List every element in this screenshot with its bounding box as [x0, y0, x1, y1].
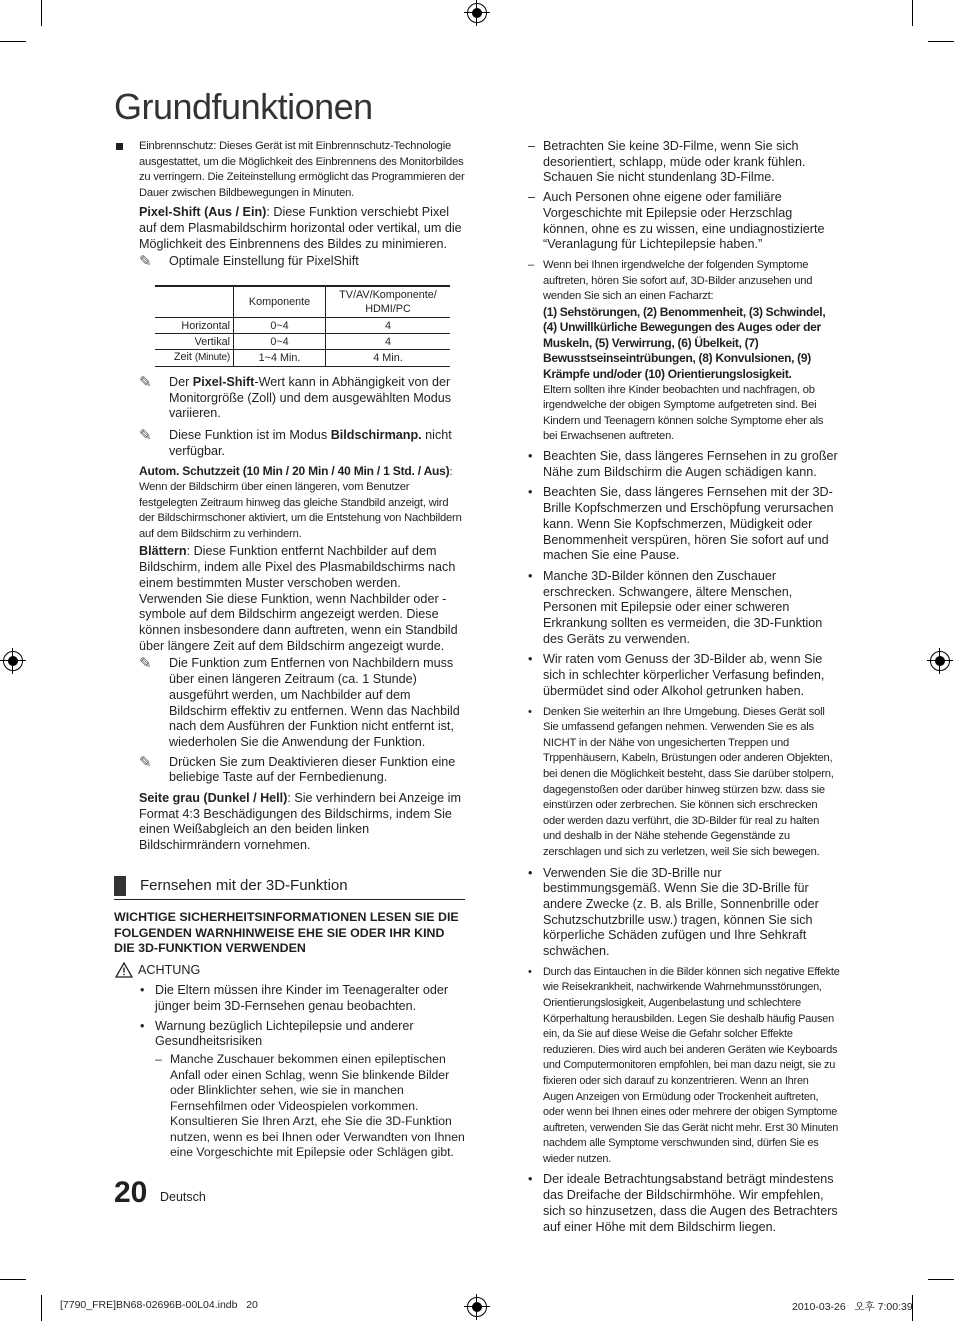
- list-item: [528, 705, 840, 861]
- autom-schutzzeit-paragraph: [139, 464, 466, 543]
- warning-triangle-icon: [115, 962, 133, 978]
- blaettern-paragraph: [139, 544, 466, 654]
- list-item-text: Denken Sie weiterhin an Ihre Umgebung. Dieses Gerät soll Sie umfassend gefangen nehmen. Verwenden Sie es als NICHT in der Nähe von ungesicherten Treppen und Trppenhäusern, Kabeln, Brüstungen oder anderen Objekten, bei denen die Möglichkeit besteht, dass Sie darüber stolpern, dagegenstoßen oder darüber hinweg stürzen bzw. dass sie einstürzen oder zerbrechen. Sie können sich erschrecken oder werden dazu verführt, die 3D-Bilder für real zu halten und deshalb in der Nähe stehende Gegenstände zu zerschlagen und sich zu verletzen, weil Sie sich bewegen.: [543, 705, 834, 858]
- note-nachbild: [139, 656, 466, 750]
- table-cell: 0~4: [234, 334, 326, 350]
- note-deaktiv: [139, 755, 466, 786]
- list-item-text: Verwenden Sie die 3D-Brille nur bestimmungsgemäß. Wenn Sie die 3D-Brille für andere Zwecke (z. B. als Brille, Sonnenbrille oder Schutzschutzbrille usw.) tragen, können Sie sich körperliche Schäden zufügen und Ihre Sehkraft schwächen.: [543, 865, 819, 959]
- crop-mark: [0, 1279, 26, 1280]
- note-pencil-icon: ✎: [139, 374, 152, 391]
- square-bullet-icon: [116, 143, 123, 150]
- table-cell: 1~4 Min.: [234, 350, 326, 367]
- dash-item: [528, 258, 840, 445]
- note-optimal: [139, 254, 466, 270]
- page-number: 20: [114, 1176, 148, 1209]
- left-column-continued: [139, 375, 466, 854]
- symptoms-list: (1) Sehstörungen, (2) Benommenheit, (3) Schwindel, (4) Unwillkürliche Bewegungen des Auges oder der Muskeln, (5) Verwirrung, (6) Übelkeit, (7) Bewusstseinseintrübungen, (8) Konvulsionen, (9) Krämpfe und/oder (10) Orientierungslosigkeit.: [543, 304, 826, 382]
- crop-mark: [928, 41, 954, 42]
- pixel-shift-text: : Diese Funktion verschiebt Pixel auf dem Plasmabildschirm horizontal oder vertikal, um die Möglichkeit des Einbrennens des Bildes zu minimieren.: [139, 205, 462, 251]
- table-cell: TV/AV/Komponente/ HDMI/PC: [326, 286, 451, 318]
- left-column: [139, 139, 466, 270]
- note-pencil-icon: ✎: [139, 655, 152, 673]
- blaettern-label: Blättern: [139, 544, 187, 559]
- table-cell: Vertikal: [155, 334, 234, 350]
- bullet-icon: •: [528, 568, 533, 583]
- dash-icon: –: [528, 139, 536, 153]
- dash-item-text: Betrachten Sie keine 3D-Filme, wenn Sie sich desorientiert, schlapp, müde oder krank fühlen. Schauen Sie nicht stundenlang 3D-Filme.: [543, 139, 806, 185]
- dash-item-text: Wenn bei Ihnen irgendwelche der folgenden Symptome auftreten, hören Sie sofort auf, 3D-Bilder anzusehen und wenden Sie sich an einen Facharzt:: [543, 258, 813, 303]
- crop-mark: [912, 0, 913, 26]
- autom-label: Autom. Schutzzeit (10 Min / 20 Min / 40 Min / 1 Std. / Aus): [139, 463, 450, 478]
- einbrennschutz-paragraph: [139, 139, 466, 201]
- dash-item: [528, 139, 840, 186]
- note-pixel-shift: [139, 375, 466, 422]
- bullet-icon: •: [528, 1172, 533, 1187]
- list-item: [528, 449, 840, 480]
- dash-item-text: Auch Personen ohne eigene oder familiäre Vorgeschichte mit Epilepsie oder Herzschlag können, ohne es zu wissen, eine undiagnostizierte “Veranlagung für Lichtepilepsie haben.”: [543, 190, 825, 252]
- seite-grau-paragraph: [139, 791, 466, 854]
- note-bold: Bildschirmanp.: [330, 428, 422, 443]
- dash-item: [528, 190, 840, 253]
- table-cell: 4: [326, 318, 451, 334]
- note-text: Die Funktion zum Entfernen von Nachbildern muss über einen längeren Zeitraum (ca. 1 Stunde) ausgeführt werden, um Nachbilder auf dem Bildschirm effektiv zu entfernen. Wenn das Nachbild nach dem Ausführen der Funktion nicht entfernt ist, wiederholen Sie die Anwendung der Funktion.: [169, 656, 460, 749]
- warning-heading: WICHTIGE SICHERHEITSINFORMATIONEN LESEN SIE DIE FOLGENDEN WARNHINWEISE EHE SIE ODER IHR KIND DIE 3D-FUNKTION VERWENDEN: [114, 910, 459, 955]
- footer-file-info: [7790_FRE]BN68-02696B-00L04.indb 20: [60, 1299, 258, 1311]
- bullet-icon: •: [140, 983, 145, 998]
- warning-block: [114, 910, 466, 1161]
- note-pencil-icon: ✎: [139, 427, 152, 445]
- note-pencil-icon: ✎: [139, 753, 152, 771]
- bullet-icon: •: [528, 965, 532, 978]
- table-row: [155, 318, 450, 334]
- pixelshift-table: [155, 285, 450, 367]
- crop-mark: [0, 41, 26, 42]
- table-cell: 0~4: [234, 318, 326, 334]
- list-item-text: Beachten Sie, dass längeres Fernsehen in zu großer Nähe zum Bildschirm die Augen schädigen kann.: [543, 449, 838, 479]
- dash-item-text: Manche Zuschauer bekommen einen epileptischen Anfall oder einen Schlag, wenn Sie blinkende Bilder oder Blinklichter sehen, wie sie in manchen Fernsehfilmen oder Videospielen vorkommen. Konsultieren Sie Ihren Arzt, ehe Sie die 3D-Funktion nutzen, wenn es bei Ihnen oder Verwandten von Ihnen eine Vorgeschichte mit Epilepsie oder Schlägen gibt.: [170, 1052, 465, 1160]
- note-text: nicht verfügbar.: [169, 428, 452, 458]
- bullet-icon: •: [140, 1018, 145, 1033]
- eltern-text: Eltern sollten ihre Kinder beobachten und nachfragen, ob irgendwelche der obigen Symptome aufgetreten sind. Bei Kindern und Teenagern können solche Symptome eher als bei Erwachsenen auftreten.: [543, 383, 824, 443]
- list-item: [528, 965, 840, 1168]
- list-item-text: Durch das Eintauchen in die Bilder können sich negative Effekte wie Reisekrankheit, nachwirkende Wahrnehmunsstörungen, Orientierungslosigkeit, Augenbelastung und schlechtere Körperhaltung herausbilden. Legen Sie deshalb häufig Pausen ein, da Sie auf diese Weise die Gefahr solcher Effekte reduzieren. Dies wird auch bei anderen Geräten wie Keyboards und Computermonitoren empfohlen, bei man dazu neigt, sie zu fixieren oder sich darauf zu konzentrieren. Wenn an Ihren Augen Anzeigen von Ermüdung oder Trockenheit auftreten, oder wenn bei Ihnen eines oder mehrere der obigen Symptome auftreten, verwenden Sie das Gerät nicht mehr. Erst 30 Minuten nachdem alle Symptome verschwunden sind, dürfen Sie es wieder nutzen.: [543, 965, 840, 1165]
- list-item: [140, 1019, 466, 1050]
- note-text: -Wert kann in Abhängigkeit von der Monitorgröße (Zoll) und dem ausgewählten Modus variieren.: [169, 375, 452, 421]
- list-item: [528, 485, 840, 564]
- page-language: Deutsch: [160, 1190, 206, 1204]
- pixel-shift-label: Pixel-Shift (Aus / Ein): [139, 205, 267, 220]
- bullet-icon: •: [528, 485, 533, 500]
- registration-mark-icon: [467, 1297, 487, 1317]
- right-column: [528, 139, 840, 1235]
- list-item: [528, 652, 840, 699]
- table-cell: [155, 350, 234, 367]
- blaettern-text: : Diese Funktion entfernt Nachbilder auf dem Bildschirm, indem alle Pixel des Plasmabildschirms nach einem bestimmten Muster verschoben werden. Verwenden Sie diese Funktion, wenn Nachbilder oder -symbole auf dem Bildschirm angezeigt werden. Diese können insbesondere dann auftreten, wenn ein Standbild über längere Zeit auf dem Bildschirm angezeigt wurde.: [139, 544, 458, 653]
- table-row: [155, 334, 450, 350]
- registration-mark-icon: [930, 651, 950, 671]
- registration-mark-icon: [467, 3, 487, 23]
- note-text: Diese Funktion ist im Modus: [169, 428, 331, 443]
- table-cell: Komponente: [234, 286, 326, 318]
- zeit-unit: (Minute): [194, 352, 230, 363]
- dash-item: [155, 1052, 466, 1161]
- autom-text: : Wenn der Bildschirm über einen längeren, vom Benutzer festgelegten Zeitraum hinweg das gleiche Standbild anzeigt, wird der Bildschirmschoner aktiviert, um die Entstehung von Nachbildern auf dem Bildschirm zu verhindern.: [139, 465, 462, 540]
- pixel-shift-paragraph: [139, 205, 466, 252]
- einbrennschutz-label: Einbrennschutz: [139, 140, 214, 152]
- list-item-text: Beachten Sie, dass längeres Fernsehen mit der 3D-Brille Kopfschmerzen und Erschöpfung verursachen kann. Wenn Sie Kopfschmerzen, Müdigkeit oder Benommenheit verspüren, hören Sie sofort auf und machen Sie eine Pause.: [543, 485, 834, 563]
- bullet-icon: •: [528, 652, 533, 667]
- achtung-text: ACHTUNG: [138, 962, 201, 977]
- list-item: [140, 983, 466, 1014]
- table-row: [155, 350, 450, 367]
- crop-mark: [928, 1279, 954, 1280]
- note-optimal-text: Optimale Einstellung für PixelShift: [169, 254, 359, 269]
- table-cell: Horizontal: [155, 318, 234, 334]
- einbrennschutz-text: : Dieses Gerät ist mit Einbrennschutz-Technologie ausgestattet, um die Möglichkeit des Einbrennens des Monitorbildes zu verringern. Die Zeiteinstellung ermöglicht das Programmieren der Dauer zwischen Bildbewegungen in Minuten.: [139, 140, 465, 199]
- dash-icon: –: [155, 1052, 162, 1067]
- section-divider: [114, 899, 465, 900]
- section-title: Fernsehen mit der 3D-Funktion: [140, 877, 348, 894]
- note-modus: [139, 428, 466, 459]
- note-text: Drücken Sie zum Deaktivieren dieser Funktion eine beliebige Taste auf der Fernbedienung.: [169, 754, 456, 785]
- list-item-text: Warnung bezüglich Lichtepilepsie und anderer Gesundheitsrisiken: [155, 1018, 414, 1049]
- note-bold: Pixel-Shift: [192, 375, 255, 389]
- section-bar-icon: [114, 876, 126, 896]
- table-cell: [155, 286, 234, 318]
- registration-mark-icon: [3, 651, 23, 671]
- bullet-icon: •: [528, 865, 533, 880]
- dash-icon: –: [528, 190, 536, 205]
- page-title: Grundfunktionen: [114, 86, 373, 127]
- dash-icon: –: [528, 258, 535, 271]
- table-header-row: [155, 286, 450, 318]
- list-item-text: Der ideale Betrachtungsabstand beträgt mindestens das Dreifache der Bildschirmhöhe. Wir empfehlen, sich so hinzusetzen, dass die Augen des Betrachters auf einer Höhe mit dem Bildschirm liegen.: [543, 1172, 838, 1234]
- zeit-label: Zeit: [173, 351, 192, 363]
- note-text: Der: [169, 375, 193, 389]
- footer-timestamp: 2010-03-26 오후 7:00:39: [792, 1301, 913, 1313]
- crop-mark: [41, 0, 42, 26]
- list-item-text: Wir raten vom Genuss der 3D-Bilder ab, wenn Sie sich in schlechter körperlicher Verfasung befinden, übermüdet sind oder Alkohol getrunken haben.: [543, 652, 825, 698]
- table-cell: 4: [326, 334, 451, 350]
- table-cell: 4 Min.: [326, 350, 451, 367]
- crop-mark: [41, 1295, 42, 1321]
- achtung-label: [114, 963, 466, 979]
- seite-grau-text: : Sie verhindern bei Anzeige im Format 4:3 Beschädigungen des Bildschirms, indem Sie einen Weißabgleich an den beiden linken Bildschirmrändern vornehmen.: [139, 791, 461, 853]
- bullet-icon: •: [528, 705, 532, 718]
- note-pencil-icon: ✎: [139, 253, 152, 271]
- seite-grau-label: Seite grau (Dunkel / Hell): [139, 791, 288, 806]
- list-item-text: Die Eltern müssen ihre Kinder im Teenageralter oder jünger beim 3D-Fernsehen genau beobachten.: [155, 983, 449, 1013]
- list-item: [528, 1172, 840, 1235]
- bullet-icon: •: [528, 449, 533, 464]
- list-item-text: Manche 3D-Bilder können den Zuschauer erschrecken. Schwangere, ältere Menschen, Personen mit Epilepsie oder einer schweren Erkrankung sollten es vermeiden, die 3D-Funktion des Geräts zu verwenden.: [543, 568, 823, 646]
- list-item: [528, 569, 840, 648]
- list-item: [528, 866, 840, 960]
